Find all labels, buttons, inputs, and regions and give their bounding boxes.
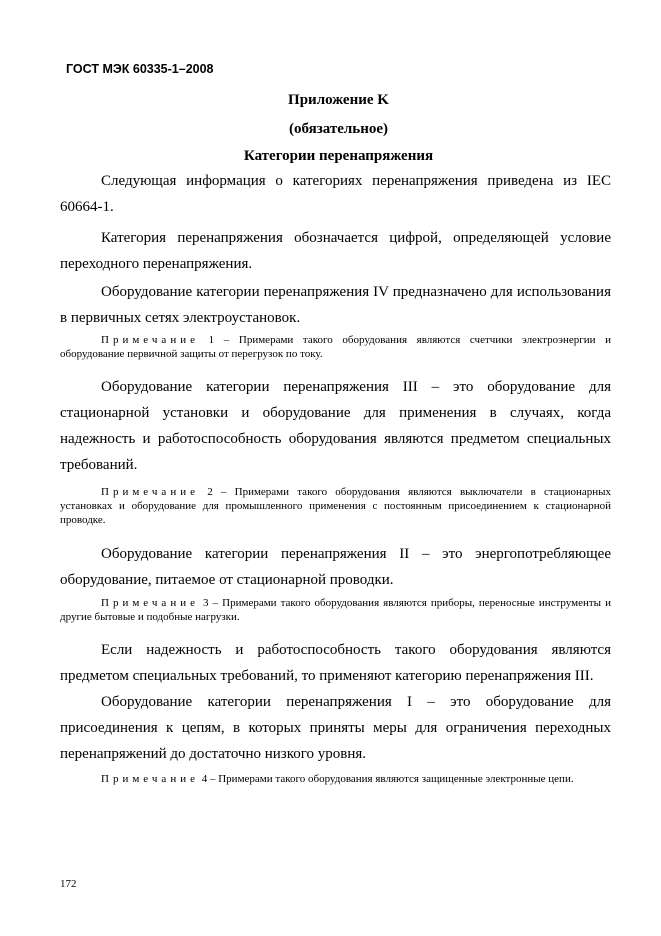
note-4: Примечание 4 – Примерами такого оборудования являются защищенные электронные цепи. bbox=[101, 773, 574, 785]
note-2: Примечание 2 – Примерами такого оборудования являются выключатели в стационарных установках и оборудование для промышленного применения с постоянным присоединением к стационарной проводке. bbox=[60, 486, 612, 526]
note-label: Примечание bbox=[101, 773, 199, 785]
paragraph-category-ii bbox=[60, 541, 611, 593]
paragraph-text: Оборудование категории перенапряжения III – это оборудование для стационарной установки и оборудование для применения в случаях, когда надежность и работоспособность оборудования являются предметом специальных требований. bbox=[60, 379, 611, 473]
paragraph-text: Если надежность и работоспособность такого оборудования являются предметом специальных требований, то применяют категорию перенапряжения III. bbox=[60, 642, 611, 684]
note-text: Примерами такого оборудования являются приборы, переносные инструменты и другие бытовые и подобные нагрузки. bbox=[60, 597, 611, 623]
page-number: 172 bbox=[60, 878, 77, 890]
paragraph-category-definition bbox=[60, 225, 611, 277]
note-text: Примерами такого оборудования являются счетчики электроэнергии и оборудование первичной защиты от перегрузок по току. bbox=[60, 334, 612, 360]
note-number: 2 bbox=[207, 486, 213, 498]
paragraph-reliability bbox=[60, 637, 611, 689]
note-number: 3 bbox=[203, 597, 209, 609]
note-text: Примерами такого оборудования являются выключатели в стационарных установках и оборудование для промышленного применения с постоянным присоединением к стационарной проводке. bbox=[60, 486, 612, 526]
paragraph-category-iv bbox=[60, 279, 611, 331]
paragraph-text: Категория перенапряжения обозначается цифрой, определяющей условие переходного перенапряжения. bbox=[60, 230, 611, 272]
note-label: Примечание bbox=[101, 597, 199, 609]
paragraph-intro bbox=[60, 168, 611, 220]
paragraph-text: Следующая информация о категориях перенапряжения приведена из IEC 60664-1. bbox=[60, 173, 611, 215]
paragraph-category-iii bbox=[60, 374, 611, 478]
paragraph-text: Оборудование категории перенапряжения II – это энергопотребляющее оборудование, питаемое от стационарной проводки. bbox=[60, 546, 611, 588]
paragraph-text: Оборудование категории перенапряжения I – это оборудование для присоединения к цепям, в которых приняты меры для ограничения переходных перенапряжений до достаточно низкого уровня. bbox=[60, 694, 611, 762]
note-1: Примечание 1 – Примерами такого оборудования являются счетчики электроэнергии и оборудование первичной защиты от перегрузок по току. bbox=[60, 334, 612, 360]
note-number: 4 bbox=[201, 773, 208, 785]
annex-status: (обязательное) bbox=[288, 121, 389, 137]
annex-name: Категории перенапряжения bbox=[243, 148, 434, 164]
note-label: Примечание bbox=[101, 334, 199, 346]
paragraph-category-i bbox=[60, 689, 611, 767]
document-code-header: ГОСТ МЭК 60335-1–2008 bbox=[66, 62, 214, 76]
note-label: Примечание bbox=[101, 486, 199, 498]
paragraph-text: Оборудование категории перенапряжения IV предназначено для использования в первичных сетях электроустановок. bbox=[60, 284, 611, 326]
annex-title: Приложение K bbox=[288, 92, 389, 108]
note-number: 1 bbox=[208, 334, 215, 346]
note-3: Примечание 3 – Примерами такого оборудования являются приборы, переносные инструменты и другие бытовые и подобные нагрузки. bbox=[60, 597, 611, 623]
note-text: Примерами такого оборудования являются защищенные электронные цепи. bbox=[218, 773, 574, 785]
